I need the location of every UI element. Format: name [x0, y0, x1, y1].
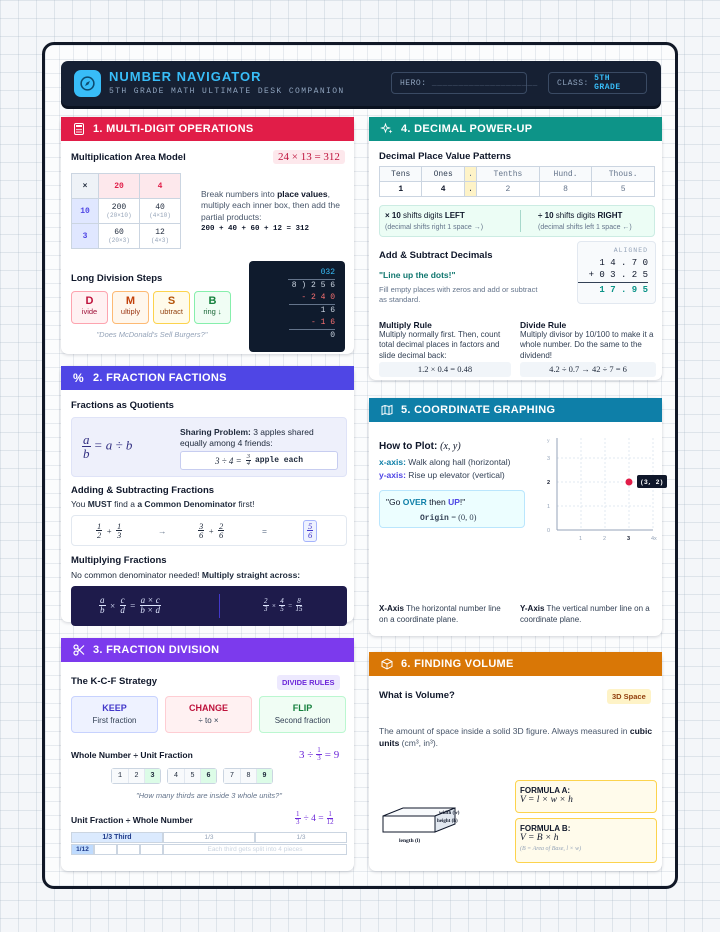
ld-step: 1 6 [289, 304, 335, 317]
hero-label: HERO: [400, 78, 427, 88]
y-axis-letter: y [547, 438, 550, 444]
compass-icon [74, 70, 101, 97]
grid-cell-value: 40 [155, 203, 165, 212]
desc-text: The amount of space inside a solid 3D figure. Always measured in [379, 726, 630, 736]
frac-den: 5 [280, 605, 284, 613]
sparkles-icon [381, 123, 393, 135]
add-example-start [96, 522, 122, 540]
add-example-result [303, 520, 317, 542]
class-label: CLASS: [557, 78, 589, 88]
ld-step: - 2 4 0 [301, 293, 335, 302]
third-piece: 4 [168, 769, 184, 783]
whole-group [111, 768, 161, 784]
step-letter: S [167, 295, 176, 307]
desc-bold: cubic units [379, 726, 653, 748]
rule-text: No common denominator needed! [71, 570, 202, 580]
frac-num: 1 [328, 810, 332, 818]
plot-title-text: How to Plot: [379, 441, 438, 452]
divide-rule-title: Divide Rule [520, 320, 567, 330]
grid-corner: × [72, 174, 99, 199]
card-header-operations [61, 117, 354, 141]
grid-cell-note: (4×10) [149, 212, 171, 219]
mnemonic: "Does McDonald's Sell Burgers?" [96, 330, 208, 339]
cube-icon [381, 658, 393, 670]
step-bring-down [194, 291, 231, 324]
card-title: 2. FRACTION FACTIONS [93, 372, 227, 384]
frac-den: 3 [296, 818, 300, 826]
rectangular-prism-diagram [377, 804, 469, 854]
place-value-table [379, 166, 655, 197]
x-axis-definition [379, 603, 511, 625]
formula-a: V = l × w × h [520, 795, 573, 805]
step-letter: D [85, 295, 94, 307]
pv-value: 1 [380, 182, 422, 197]
add-sub-rule [71, 499, 254, 510]
step-multiply [112, 291, 149, 324]
aligned-result: 1 7 . 9 5 [578, 282, 648, 295]
origin-label: Origin [420, 514, 449, 523]
rule-bold: MUST [87, 499, 112, 509]
frac-den: 6 [308, 530, 313, 540]
go-over-tip [386, 497, 465, 507]
scissors-icon [73, 644, 85, 656]
divide-rules-badge: DIVIDE RULES [277, 675, 340, 690]
thirds-bar [71, 832, 347, 843]
line-up-tip: "Line up the dots!" [379, 270, 456, 280]
quotients-box [71, 417, 347, 477]
multiply-rule-text: Multiply normally first. Then, count total decimal places in factors and slide decimal back: [379, 330, 501, 360]
go-text: "Go [386, 497, 403, 507]
card-coordinate-graphing [369, 398, 662, 636]
third-piece: 3 [144, 769, 160, 783]
go-bold: UP [448, 497, 460, 507]
whole-group [223, 768, 273, 784]
whole-title: Whole Number ÷ Unit Fraction [71, 750, 193, 760]
go-over-box [379, 490, 525, 528]
x-tick-label: 4x [651, 536, 657, 542]
grid-cell-note: (4×3) [150, 237, 169, 244]
explain-text: Break numbers into [201, 189, 278, 199]
grid-cell-note: (20×3) [108, 237, 130, 244]
divide-ten-rule [538, 211, 622, 220]
kcf-sub: First fraction [92, 716, 137, 725]
kcf-flip [259, 696, 346, 733]
share-text: 3 apples shared equally among 4 friends: [180, 427, 314, 449]
rule-text: first! [236, 499, 255, 509]
x-tick-label: 3 [627, 536, 631, 542]
plotted-point [626, 479, 633, 486]
third-piece: 5 [184, 769, 200, 783]
pv-head: Ones [422, 167, 464, 182]
step-subtract [153, 291, 190, 324]
frac-num: a × c [140, 595, 160, 605]
grid-cell [140, 224, 181, 249]
plot-pair: (x, y) [440, 441, 461, 452]
formula-title: FORMULA A: [520, 786, 571, 795]
grid-top-head: 4 [140, 174, 181, 199]
grid-top-head: 20 [99, 174, 140, 199]
map-icon [381, 404, 393, 416]
twelfth-segment [140, 844, 163, 855]
add-sub-decimals-title: Add & Subtract Decimals [379, 250, 493, 261]
frac-num: 2 [219, 520, 224, 531]
rule-op: ÷ 10 [538, 211, 554, 220]
unit-equation [295, 811, 334, 826]
x-tick-label: 2 [603, 536, 607, 542]
coordinate-plane [535, 434, 664, 546]
card-title: 4. DECIMAL POWER-UP [401, 123, 533, 135]
third-piece: 7 [224, 769, 240, 783]
frac-num: 2 [264, 597, 268, 605]
frac-den: b × d [140, 605, 160, 615]
aligned-row: + 0 3 . 2 5 [588, 270, 648, 280]
y-tick-label: 1 [547, 504, 551, 510]
thirds-groups [111, 768, 273, 784]
frac-num: 3 [246, 452, 250, 460]
eq-part: 3 ÷ [299, 748, 314, 761]
pv-value: 4 [422, 182, 464, 197]
frac-num: 8 [297, 597, 301, 605]
kcf-sub: Second fraction [274, 716, 331, 725]
frac-den: 2 [97, 530, 102, 540]
step-letter: M [125, 295, 136, 307]
quotient-rest: = a ÷ b [93, 437, 133, 453]
aligned-example [577, 241, 656, 304]
share-bold: Sharing Problem: [180, 427, 251, 437]
add-example-converted [198, 522, 224, 540]
pv-head-row [380, 167, 655, 182]
arrow: → [158, 525, 167, 536]
sharing-problem [180, 427, 340, 449]
third-piece: 8 [240, 769, 256, 783]
origin-value: = (0, 0) [451, 512, 477, 522]
kcf-head: KEEP [102, 703, 127, 713]
def-title: X-Axis [379, 604, 404, 613]
rule-text: You [71, 499, 88, 509]
pv-head: Thous. [592, 167, 655, 182]
plus-sign: + [106, 525, 112, 536]
multiply-formula: $\frac{a}{b}$ × $\frac{c}{d}$ = $\frac{a \times c}{b \times d}$ [100, 595, 160, 615]
whole-equation [299, 747, 339, 762]
y-axis-tip [379, 470, 505, 480]
share-eq: 3 ÷ 4 = [214, 455, 242, 466]
frac-num: c [120, 595, 125, 605]
header-banner [61, 61, 661, 106]
card-decimal-power-up [369, 117, 662, 380]
third-piece: 9 [256, 769, 272, 783]
grid-cell-value: 60 [114, 228, 124, 237]
multiply-example: 1.2 × 0.4 = 0.48 [379, 362, 511, 377]
hero-blank: ____________________ [431, 78, 538, 88]
divide-ten-note: (decimal shifts left 1 space ←) [538, 224, 632, 231]
point-label: (3, 2) [640, 479, 664, 486]
ld-remainder: 0 [289, 329, 335, 342]
y-axis-definition [520, 603, 656, 625]
pv-value-row [380, 182, 655, 197]
rule-bold: Multiply straight across: [201, 570, 301, 580]
frac-num: 4 [280, 597, 284, 605]
y-tick-label: 0 [547, 528, 551, 534]
twelfths-bar [71, 844, 347, 855]
card-header-division [61, 638, 354, 662]
rule-op: × 10 [385, 211, 401, 220]
plus-sign: + [208, 525, 214, 536]
axis-tip-text: Walk along hall (horizontal) [405, 457, 511, 467]
twelfth-segment: 1/12 [71, 844, 94, 855]
multiply-example: $\frac{2}{3}$ × $\frac{4}{5}$ = $\frac{8}{15}$ [264, 597, 303, 613]
step-letter: B [208, 295, 217, 307]
area-model-explanation [201, 189, 347, 223]
volume-question: What is Volume? [379, 690, 455, 701]
explain-bold: place values [277, 189, 328, 199]
kcf-title: The K-C-F Strategy [71, 676, 158, 687]
whole-question: "How many thirds are inside 3 whole units?" [136, 791, 282, 800]
grid-cell-value: 12 [155, 228, 165, 237]
class-value: 5TH GRADE [594, 74, 621, 92]
grid-cell-note: (20×10) [106, 212, 132, 219]
third-piece: 2 [128, 769, 144, 783]
frac-den: 12 [326, 818, 334, 826]
partial-products-sum: 200 + 40 + 60 + 12 = 312 [201, 225, 310, 233]
shift-rules [379, 205, 655, 237]
y-tick-label: 3 [547, 456, 551, 462]
multiplying-rule [71, 570, 300, 581]
go-text: !" [459, 497, 466, 507]
equals-sign: = [262, 525, 267, 536]
explain-text: , multiply each inner box, then add the partial products: [201, 189, 340, 222]
volume-description [379, 726, 657, 750]
axis-tip-label: x-axis: [379, 457, 406, 467]
divide-rule-text: Multiply divisor by 10/100 to make it a whole number. Do the same to the dividend! [520, 330, 654, 360]
formula-b-note: (B = Area of Base, l × w) [520, 846, 582, 852]
page-subtitle: 5TH GRADE MATH ULTIMATE DESK COMPANION [109, 87, 345, 96]
sharing-answer [180, 451, 338, 470]
frac-den: 15 [295, 605, 303, 613]
third-piece: 6 [200, 769, 216, 783]
frac-num: 1 [296, 810, 300, 818]
split-note: Each third gets split into 4 pieces [163, 844, 347, 855]
dmsb-steps [71, 291, 231, 324]
long-division-example [249, 261, 345, 352]
card-title: 6. FINDING VOLUME [401, 658, 514, 670]
axis-tip-text: Rise up elevator (vertical) [405, 470, 505, 480]
pv-head: . [464, 167, 476, 182]
frac-den: b [83, 446, 90, 461]
frac-den: 4 [246, 460, 250, 467]
pv-value: 2 [477, 182, 540, 197]
eq-part: = 9 [324, 748, 340, 761]
def-text: The horizontal number line on a coordinate plane. [379, 604, 501, 625]
card-multi-digit-operations [61, 117, 354, 354]
width-label: width (w) [439, 811, 460, 816]
step-word: ring ↓ [203, 307, 222, 316]
place-value-title: Decimal Place Value Patterns [379, 151, 512, 162]
ld-quotient: 032 [320, 268, 335, 277]
rule-text: shifts digits [553, 211, 598, 220]
frac-num: a [100, 595, 105, 605]
eq-part: ÷ 4 = [303, 813, 324, 824]
grid-cell [99, 199, 140, 224]
rule-text: shifts digits [400, 211, 445, 220]
frac-num: 1 [117, 520, 122, 531]
def-title: Y-Axis [520, 604, 545, 613]
calculator-icon [73, 123, 85, 135]
card-fraction-factions [61, 366, 354, 622]
share-tail: apple each [255, 456, 304, 465]
frac-num: 1 [317, 746, 321, 754]
kcf-keep [71, 696, 158, 733]
kcf-sub: ÷ to × [198, 716, 219, 725]
kcf-head: FLIP [292, 703, 313, 713]
card-title: 1. MULTI-DIGIT OPERATIONS [93, 123, 254, 135]
divider [520, 210, 521, 232]
aligned-row: 1 4 . 7 0 [599, 258, 648, 268]
plot-title [379, 441, 461, 452]
rule-text: find a [111, 499, 138, 509]
whole-group [167, 768, 217, 784]
frac-den: b [100, 605, 105, 615]
ld-dividend: 8 ) 2 5 6 [288, 279, 335, 292]
rule-dir: LEFT [444, 211, 465, 220]
card-finding-volume [369, 652, 662, 871]
percent-icon: % [73, 371, 84, 385]
step-word: ivide [81, 307, 98, 316]
x-tick-label: 1 [579, 536, 583, 542]
card-header-volume [369, 652, 662, 676]
rule-bold: a Common Denominator [137, 499, 237, 509]
third-piece: 1 [112, 769, 128, 783]
grid-cell [140, 199, 181, 224]
multiply-rule-title: Multiply Rule [379, 320, 432, 330]
ld-step: - 1 6 [310, 318, 335, 327]
quotients-title: Fractions as Quotients [71, 400, 174, 411]
third-segment: 1/3 [255, 832, 347, 843]
pv-value: . [464, 182, 476, 197]
def-text: The vertical number line on a coordinate plane. [520, 604, 650, 625]
multiplying-box [71, 586, 347, 626]
area-model-grid [71, 173, 181, 249]
step-word: ultiply [120, 307, 141, 316]
formula-title: FORMULA B: [520, 824, 571, 833]
kcf-head: CHANGE [188, 703, 228, 713]
card-fraction-division [61, 638, 354, 871]
twelfth-segment [94, 844, 117, 855]
height-label: height (h) [437, 819, 458, 824]
desk-companion-frame [42, 42, 678, 889]
groups-holder [111, 768, 273, 784]
frac-den: 3 [117, 530, 122, 540]
frac-num: 3 [199, 520, 204, 531]
frac-den: 6 [219, 530, 224, 540]
length-label: length (l) [399, 838, 421, 844]
times-ten-note: (decimal shifts right 1 space →) [385, 224, 484, 231]
pv-value: 8 [539, 182, 592, 197]
x-axis-tip [379, 457, 511, 467]
multiplying-title: Multiplying Fractions [71, 555, 167, 566]
third-segment: 1/3 Third [71, 832, 163, 843]
step-word: ubtract [160, 307, 183, 316]
pv-head: Tens [380, 167, 422, 182]
go-bold: OVER [402, 497, 427, 507]
axis-tip-label: y-axis: [379, 470, 406, 480]
y-tick-label: 2 [547, 480, 551, 486]
pv-value: 5 [592, 182, 655, 197]
pv-head: Tenths [477, 167, 540, 182]
grid-side-head: 10 [72, 199, 99, 224]
pv-head: Hund. [539, 167, 592, 182]
grid-side-head: 3 [72, 224, 99, 249]
3d-space-badge: 3D Space [607, 689, 651, 704]
twelfth-segment [117, 844, 140, 855]
card-header-decimals [369, 117, 662, 141]
unit-title: Unit Fraction ÷ Whole Number [71, 815, 193, 825]
aligned-label: ALIGNED [613, 247, 648, 254]
go-text: then [426, 497, 449, 507]
rule-dir: RIGHT [597, 211, 623, 220]
times-ten-rule [385, 211, 465, 220]
plane-grid [547, 438, 667, 542]
formula-b: V = B × h [520, 833, 559, 843]
frac-den: d [120, 605, 125, 615]
grid-cell [99, 224, 140, 249]
area-model-equation: 24 × 13 = 312 [273, 150, 345, 164]
add-sub-title: Adding & Subtracting Fractions [71, 485, 215, 496]
card-title: 5. COORDINATE GRAPHING [401, 404, 556, 416]
formula-a-box [515, 780, 657, 813]
quotient-formula [82, 433, 132, 460]
card-header-fractions [61, 366, 354, 390]
card-title: 3. FRACTION DIVISION [93, 644, 220, 656]
frac-num: 1 [97, 520, 102, 531]
divider [219, 594, 220, 618]
hero-name-field[interactable] [391, 72, 538, 94]
step-divide [71, 291, 108, 324]
class-field[interactable] [548, 72, 647, 94]
area-model-title: Multiplication Area Model [71, 152, 186, 163]
kcf-change [165, 696, 252, 733]
add-example [71, 515, 347, 546]
frac-num: 5 [308, 520, 313, 531]
third-segment: 1/3 [163, 832, 255, 843]
origin-note [420, 512, 477, 523]
prism-front-face [383, 816, 435, 832]
card-header-graphing [369, 398, 662, 422]
grid-cell-value: 200 [111, 203, 127, 212]
long-division-title: Long Division Steps [71, 273, 163, 284]
frac-num: a [83, 432, 90, 447]
frac-den: 3 [317, 754, 321, 762]
frac-den: 3 [264, 605, 268, 613]
divide-example: 4.2 ÷ 0.7 → 42 ÷ 7 = 6 [520, 362, 656, 377]
desc-text: (cm³, in³). [399, 737, 439, 748]
formula-b-box [515, 818, 657, 863]
frac-den: 6 [199, 530, 204, 540]
page-title: NUMBER NAVIGATOR [109, 69, 262, 84]
fill-zeros-tip: Fill empty places with zeros and add or subtract as standard. [379, 285, 538, 305]
